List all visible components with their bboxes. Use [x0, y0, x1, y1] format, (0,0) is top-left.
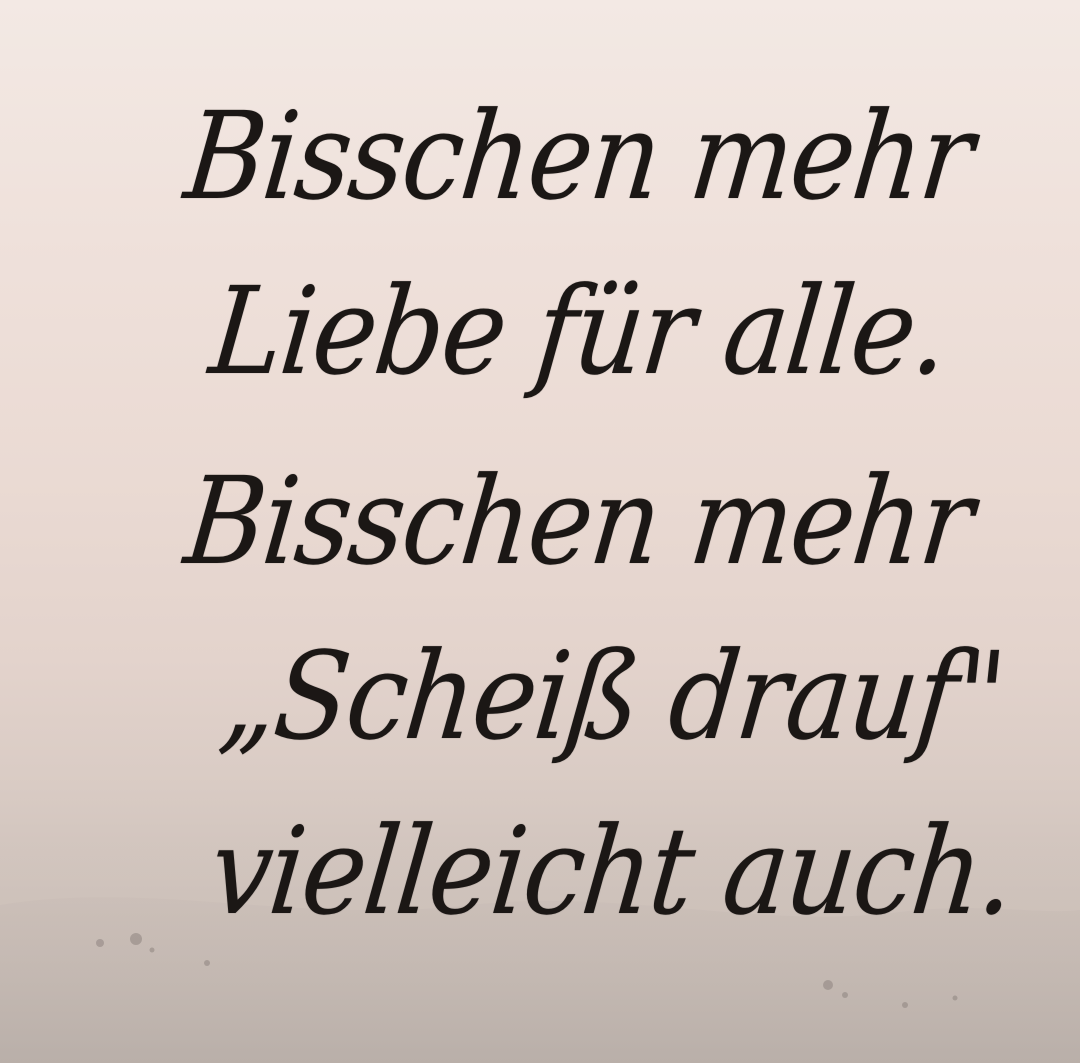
- quote-line-5: vielleicht auch.: [204, 801, 1020, 942]
- handwritten-quote: [0, 80, 1080, 980]
- quote-line-2: Liebe für alle.: [204, 261, 954, 402]
- quote-line-3: Bisschen mehr: [179, 451, 978, 592]
- quote-line-4: „Scheiß drauf": [214, 626, 1011, 767]
- quote-line-1: Bisschen mehr: [179, 86, 978, 227]
